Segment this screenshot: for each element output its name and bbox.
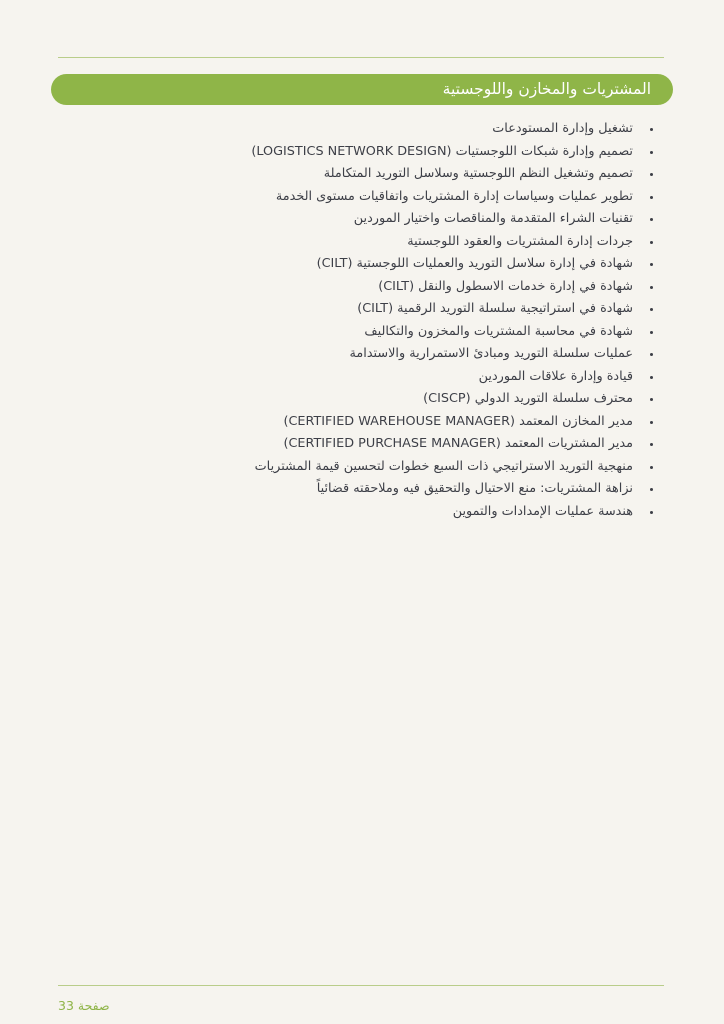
section-title: المشتريات والمخازن واللوجستية <box>442 79 651 98</box>
bullet-icon <box>650 331 653 334</box>
course-label: نزاهة المشتريات: منع الاحتيال والتحقيق فيه وملاحقته قضائياً <box>316 481 633 496</box>
course-item <box>147 366 647 389</box>
course-label: شهادة في محاسبة المشتريات والمخزون والتكاليف <box>364 323 633 339</box>
course-label: تشغيل وإدارة المستودعات <box>492 121 633 136</box>
bullet-icon <box>650 218 653 221</box>
course-label: شهادة في استراتيجية سلسلة التوريد الرقمية (CILT) <box>357 301 633 316</box>
course-label: محترف سلسلة التوريد الدولي (CISCP) <box>423 391 633 406</box>
course-label: شهادة في إدارة خدمات الاسطول والنقل (CILT) <box>378 278 633 294</box>
bottom-divider <box>58 985 664 986</box>
course-label: هندسة عمليات الإمدادات والتموين <box>452 503 633 519</box>
course-item <box>147 478 647 501</box>
course-item <box>147 388 647 411</box>
bullet-icon <box>650 151 653 154</box>
course-list <box>147 118 647 523</box>
course-item <box>147 321 647 344</box>
bullet-icon <box>650 128 653 131</box>
bullet-icon <box>650 511 653 514</box>
bullet-icon <box>650 398 653 401</box>
course-label: جردات إدارة المشتريات والعقود اللوجستية <box>407 233 633 249</box>
course-item <box>147 411 647 434</box>
course-label: مدير المخازن المعتمد (CERTIFIED WAREHOUSE MANAGER) <box>283 413 633 429</box>
section-header-bar <box>51 74 673 105</box>
course-label: مدير المشتريات المعتمد (CERTIFIED PURCHASE MANAGER) <box>283 436 633 451</box>
course-label: تقنيات الشراء المتقدمة والمناقصات واختيار الموردين <box>353 211 633 226</box>
bullet-icon <box>650 443 653 446</box>
course-item <box>147 163 647 186</box>
course-item <box>147 433 647 456</box>
bullet-icon <box>650 286 653 289</box>
course-item <box>147 186 647 209</box>
top-divider <box>58 57 664 58</box>
course-item <box>147 141 647 164</box>
course-label: تصميم وتشغيل النظم اللوجستية وسلاسل التوريد المتكاملة <box>323 166 633 181</box>
bullet-icon <box>650 263 653 266</box>
course-item <box>147 298 647 321</box>
page-number: صفحة 33 <box>58 998 110 1013</box>
course-item <box>147 208 647 231</box>
course-label: تطوير عمليات وسياسات إدارة المشتريات واتفاقيات مستوى الخدمة <box>275 188 633 204</box>
course-label: شهادة في إدارة سلاسل التوريد والعمليات اللوجستية (CILT) <box>316 256 633 271</box>
course-item <box>147 253 647 276</box>
bullet-icon <box>650 376 653 379</box>
bullet-icon <box>650 488 653 491</box>
course-label: عمليات سلسلة التوريد ومبادئ الاستمرارية والاستدامة <box>349 346 633 361</box>
course-item <box>147 231 647 254</box>
course-item <box>147 118 647 141</box>
course-item <box>147 343 647 366</box>
bullet-icon <box>650 196 653 199</box>
bullet-icon <box>650 466 653 469</box>
course-item <box>147 456 647 479</box>
bullet-icon <box>650 421 653 424</box>
course-item <box>147 276 647 299</box>
bullet-icon <box>650 173 653 176</box>
course-label: قيادة وإدارة علاقات الموردين <box>478 368 633 384</box>
course-label: منهجية التوريد الاستراتيجي ذات السبع خطوات لتحسين قيمة المشتريات <box>254 458 633 474</box>
course-label: تصميم وإدارة شبكات اللوجستيات (LOGISTICS NETWORK DESIGN) <box>251 143 633 159</box>
bullet-icon <box>650 353 653 356</box>
course-item <box>147 501 647 524</box>
bullet-icon <box>650 241 653 244</box>
bullet-icon <box>650 308 653 311</box>
